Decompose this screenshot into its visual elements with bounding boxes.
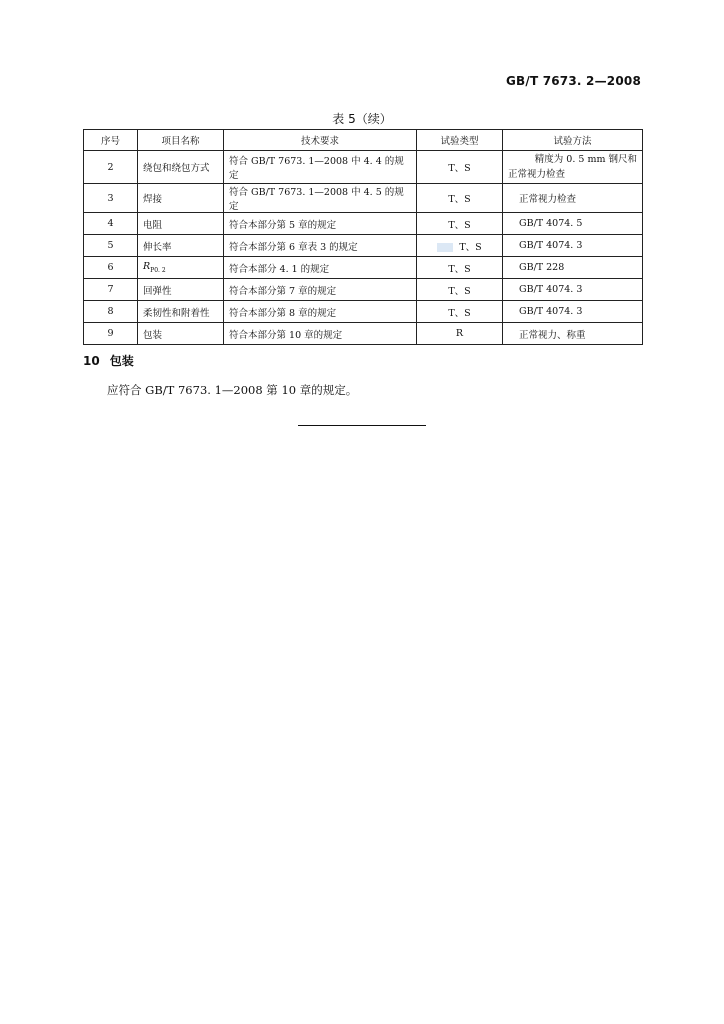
test-method-line-1: 精度为 0. 5 mm 钢尺和 [534,154,637,165]
column-header: 项目名称 [138,130,224,151]
test-method-line-2: 正常视力检查 [508,169,566,180]
item-name [138,257,224,279]
table-row [84,235,643,257]
requirement: 符合 GB/T 7673. 1—2008 中 4. 5 的规定 [224,184,417,213]
test-method [503,151,643,184]
test-method: GB/T 4074. 3 [503,279,643,301]
test-method: 正常视力、称重 [503,323,643,345]
test-method: GB/T 228 [503,257,643,279]
row-number: 2 [84,151,138,184]
item-name: 柔韧性和附着性 [138,301,224,323]
requirement: 符合本部分第 6 章表 3 的规定 [224,235,417,257]
column-header: 试验方法 [503,130,643,151]
row-number: 4 [84,213,138,235]
table-row [84,323,643,345]
test-type: T、S [417,257,503,279]
test-type [417,235,503,257]
item-name: 回弹性 [138,279,224,301]
item-symbol: R [143,261,151,273]
requirement: 符合本部分第 7 章的规定 [224,279,417,301]
section-body: 应符合 GB/T 7673. 1—2008 第 10 章的规定。 [107,383,358,397]
requirement: 符合 GB/T 7673. 1—2008 中 4. 4 的规定 [224,151,417,184]
test-method: GB/T 4074. 5 [503,213,643,235]
requirement: 符合本部分 4. 1 的规定 [224,257,417,279]
column-header: 序号 [84,130,138,151]
row-number: 6 [84,257,138,279]
test-type: T、S [417,184,503,213]
column-header: 技术要求 [224,130,417,151]
table-row [84,301,643,323]
test-method: GB/T 4074. 3 [503,235,643,257]
row-number: 5 [84,235,138,257]
test-type: T、S [417,213,503,235]
requirement: 符合本部分第 5 章的规定 [224,213,417,235]
item-name: 电阻 [138,213,224,235]
end-rule [298,425,426,426]
table-row [84,151,643,184]
table-title: 表 5（续） [332,112,392,126]
stamp-mark [437,243,453,252]
item-subscript: P0. 2 [150,266,166,274]
row-number: 3 [84,184,138,213]
table-row [84,279,643,301]
standard-code: GB/T 7673. 2—2008 [505,74,641,88]
spec-table [83,129,643,345]
table-row [84,213,643,235]
test-type-text: T、S [459,241,482,253]
table-header-row [84,130,643,151]
item-name: 包装 [138,323,224,345]
row-number: 7 [84,279,138,301]
test-method: 正常视力检查 [503,184,643,213]
test-type: R [417,323,503,345]
table-row [84,257,643,279]
column-header: 试验类型 [417,130,503,151]
section-heading [83,352,134,369]
section-number: 10 [83,354,100,368]
requirement: 符合本部分第 10 章的规定 [224,323,417,345]
table-row [84,184,643,213]
row-number: 9 [84,323,138,345]
test-type: T、S [417,151,503,184]
test-type: T、S [417,301,503,323]
item-name: 绕包和绕包方式 [138,151,224,184]
item-name: 伸长率 [138,235,224,257]
test-method: GB/T 4074. 3 [503,301,643,323]
test-type: T、S [417,279,503,301]
section-title: 包装 [109,354,134,368]
item-name: 焊接 [138,184,224,213]
requirement: 符合本部分第 8 章的规定 [224,301,417,323]
row-number: 8 [84,301,138,323]
